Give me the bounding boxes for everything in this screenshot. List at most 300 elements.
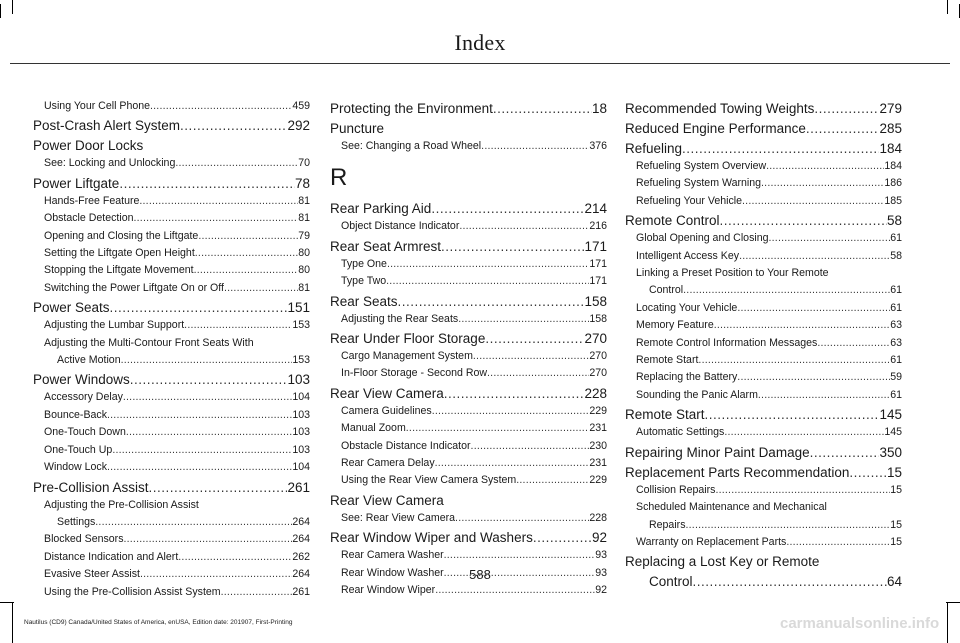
page-reference: 104	[292, 391, 310, 404]
crop-mark	[12, 603, 13, 643]
dot-leader	[737, 300, 890, 317]
dot-leader	[194, 262, 299, 279]
entry-label: Settings	[57, 515, 96, 528]
entry-label: Obstacle Detection	[44, 212, 134, 225]
entry-label: Power Liftgate	[33, 175, 120, 191]
page-reference: 103	[292, 443, 310, 456]
page-reference: 61	[890, 284, 902, 297]
dot-leader	[444, 384, 585, 403]
entry-label: Automatic Settings	[636, 426, 725, 439]
index-subentry[interactable]	[330, 510, 607, 527]
index-subentry[interactable]	[330, 365, 607, 382]
page-reference: 15	[890, 483, 902, 496]
dot-leader	[139, 193, 298, 210]
index-column-3	[625, 98, 902, 591]
dot-leader	[459, 218, 589, 235]
index-subentry[interactable]	[330, 256, 607, 273]
crop-mark	[12, 0, 13, 14]
page-reference: 61	[890, 354, 902, 367]
index-subentry[interactable]	[33, 407, 310, 424]
index-subentry[interactable]	[33, 210, 310, 227]
entry-label: Repairs	[649, 518, 686, 531]
entry-label: Power Seats	[33, 300, 110, 316]
dot-leader	[221, 584, 293, 601]
dot-leader	[769, 230, 891, 247]
entry-label: Rear Parking Aid	[330, 201, 432, 217]
entry-label: Power Windows	[33, 372, 130, 388]
index-entry[interactable]	[33, 298, 310, 317]
dot-leader	[180, 116, 287, 135]
index-entry[interactable]	[625, 443, 902, 462]
dot-leader	[533, 528, 592, 547]
index-heading: Rear View Camera	[330, 492, 444, 508]
page-reference: 171	[584, 238, 607, 254]
index-subentry[interactable]	[330, 311, 607, 328]
entry-label: See: Locking and Unlocking	[44, 157, 176, 170]
page-reference: 186	[884, 177, 902, 190]
dot-leader	[149, 478, 288, 497]
page-reference: 158	[589, 312, 607, 325]
page-reference: 216	[589, 220, 607, 233]
page-reference: 61	[890, 301, 902, 314]
index-subentry[interactable]	[33, 280, 310, 297]
entry-label: Intelligent Access Key	[636, 249, 740, 262]
dot-leader	[761, 175, 884, 192]
page-reference: 15	[890, 535, 902, 548]
index-subentry[interactable]	[33, 514, 310, 531]
dot-leader	[432, 403, 590, 420]
page-reference: 79	[298, 229, 310, 242]
index-subentry[interactable]	[33, 531, 310, 548]
index-column-2	[330, 98, 607, 600]
page-reference: 270	[589, 350, 607, 363]
dot-leader	[435, 455, 590, 472]
index-entry[interactable]	[330, 199, 607, 218]
dot-leader	[130, 370, 288, 389]
entry-label: Protecting the Environment	[330, 101, 493, 116]
page-reference: 231	[589, 457, 607, 470]
index-subentry[interactable]	[625, 387, 902, 404]
entry-label: Using Your Cell Phone	[44, 100, 151, 112]
index-subentry[interactable]	[33, 549, 310, 566]
dot-leader	[134, 210, 299, 227]
index-subentry[interactable]	[625, 369, 902, 386]
page-reference: 231	[589, 422, 607, 435]
page-reference: 229	[589, 404, 607, 417]
entry-label: Warranty on Replacement Parts	[636, 535, 787, 548]
index-subentry[interactable]	[33, 389, 310, 406]
dot-leader	[516, 472, 589, 489]
dot-leader	[224, 280, 298, 297]
entry-label: Rear Seat Armrest	[330, 238, 442, 254]
entry-label: Refueling System Overview	[636, 160, 767, 172]
dot-leader	[184, 317, 292, 334]
entry-label: Control	[649, 574, 693, 590]
entry-label: Adjusting the Lumbar Support	[44, 319, 185, 332]
page-reference: 80	[298, 247, 310, 260]
entry-label: Remote Start	[636, 354, 699, 367]
index-subentry[interactable]	[33, 155, 310, 172]
entry-label: Remote Start	[625, 407, 705, 423]
index-subentry[interactable]	[330, 420, 607, 437]
index-subentry[interactable]	[625, 193, 902, 210]
entry-label: Using the Pre-Collision Assist System	[44, 585, 221, 598]
dot-leader	[121, 352, 293, 369]
index-subentry[interactable]	[33, 442, 310, 459]
page-reference: 61	[890, 388, 902, 401]
section-letter: R	[330, 164, 348, 192]
dot-leader	[705, 405, 880, 424]
dot-leader	[698, 352, 890, 369]
page-reference: 285	[879, 121, 902, 136]
page-reference: 59	[890, 371, 902, 384]
dot-leader	[107, 407, 292, 424]
page-reference: 93	[595, 566, 607, 579]
crop-mark	[0, 4, 1, 18]
page-reference: 185	[884, 194, 902, 207]
page-reference: 15	[886, 464, 902, 480]
dot-leader	[817, 335, 890, 352]
dot-leader	[431, 199, 584, 218]
dot-leader	[686, 517, 891, 534]
dot-leader	[406, 420, 590, 437]
entry-label: Post-Crash Alert System	[33, 118, 181, 134]
index-subentry[interactable]	[33, 262, 310, 279]
entry-label: Camera Guidelines	[341, 404, 432, 417]
entry-label: Rear Window Wiper	[341, 584, 436, 597]
index-heading: Puncture	[330, 121, 385, 136]
index-heading: Replacing a Lost Key or Remote	[625, 554, 820, 570]
page-reference: 103	[287, 372, 310, 388]
index-subentry[interactable]	[330, 273, 607, 290]
index-subentry[interactable]	[330, 472, 607, 489]
entry-label: Rear Camera Washer	[341, 549, 444, 562]
dot-leader	[441, 237, 584, 256]
page-reference: 350	[879, 444, 902, 460]
index-subentry[interactable]	[625, 300, 902, 317]
page-reference: 103	[292, 408, 310, 421]
index-subentry[interactable]	[625, 248, 902, 265]
entry-label: Obstacle Distance Indicator	[341, 439, 471, 452]
page-reference: 70	[298, 157, 310, 170]
dot-leader	[758, 387, 890, 404]
entry-label: Locating Your Vehicle	[636, 301, 738, 314]
index-subentry[interactable]	[625, 230, 902, 247]
index-subentry[interactable]	[625, 175, 902, 192]
crop-mark	[947, 603, 948, 643]
page-reference: 104	[292, 461, 310, 474]
dot-leader	[715, 482, 890, 499]
index-subentry[interactable]	[33, 228, 310, 245]
page-reference: 93	[595, 549, 607, 562]
entry-label: Active Motion	[57, 354, 121, 367]
page-reference: 228	[584, 385, 607, 401]
page-reference: 153	[292, 354, 310, 367]
dot-leader	[714, 317, 890, 334]
index-subentry[interactable]	[330, 218, 607, 235]
index-subentry[interactable]	[330, 547, 607, 564]
index-entry[interactable]	[33, 116, 310, 135]
dot-leader	[682, 139, 879, 158]
page-reference: 261	[287, 479, 310, 495]
dot-leader	[739, 248, 890, 265]
entry-label: Sounding the Panic Alarm	[636, 388, 758, 401]
page-reference: 376	[589, 140, 607, 152]
page-reference: 184	[879, 141, 902, 156]
index-subentry[interactable]	[330, 138, 607, 155]
page-reference: 78	[294, 175, 310, 191]
dot-leader	[742, 193, 884, 210]
dot-leader	[107, 459, 292, 476]
dot-leader	[720, 211, 887, 230]
entry-label: Using the Rear View Camera System	[341, 474, 517, 487]
entry-label: Refueling Your Vehicle	[636, 194, 743, 207]
index-subentry[interactable]	[33, 352, 310, 369]
dot-leader	[387, 256, 589, 273]
entry-label: Window Lock	[44, 461, 107, 474]
page-reference: 153	[292, 319, 310, 332]
entry-label: Pre-Collision Assist	[33, 479, 149, 495]
entry-label: In-Floor Storage - Second Row	[341, 367, 488, 380]
entry-label: Setting the Liftgate Open Height	[44, 247, 195, 260]
index-subentry[interactable]	[330, 348, 607, 365]
page-reference: 264	[292, 515, 310, 528]
dot-leader	[123, 389, 292, 406]
page-reference: 292	[287, 118, 310, 134]
dot-leader	[175, 155, 298, 172]
page-reference: 81	[298, 281, 310, 294]
page-reference: 262	[292, 550, 310, 563]
entry-label: One-Touch Up	[44, 443, 113, 456]
dot-leader	[124, 531, 293, 548]
page-reference: 158	[584, 293, 607, 309]
index-subentry[interactable]	[625, 317, 902, 334]
dot-leader	[737, 369, 890, 386]
dot-leader	[487, 365, 589, 382]
entry-label: Repairing Minor Paint Damage	[625, 444, 810, 460]
dot-leader	[398, 292, 585, 311]
crop-mark	[0, 602, 14, 603]
page-reference: 145	[879, 407, 902, 423]
index-entry[interactable]	[330, 292, 607, 311]
entry-label: Rear Window Washer	[341, 566, 444, 579]
index-subentry[interactable]	[625, 335, 902, 352]
index-entry[interactable]	[625, 99, 902, 118]
index-subentry[interactable]	[330, 582, 607, 599]
page-reference: 229	[589, 474, 607, 487]
page-reference: 81	[298, 212, 310, 225]
index-entry[interactable]	[33, 478, 310, 497]
dot-leader	[786, 534, 890, 551]
entry-label: Accessory Delay	[44, 391, 123, 404]
entry-label: Replacement Parts Recommendation	[625, 464, 850, 480]
dot-leader	[435, 582, 595, 599]
index-entry[interactable]	[330, 99, 607, 118]
index-subentry[interactable]	[330, 455, 607, 472]
dot-leader	[766, 158, 884, 175]
dot-leader	[493, 99, 592, 118]
dot-leader	[481, 138, 589, 155]
entry-label: Type One	[341, 257, 387, 270]
dot-leader	[386, 273, 589, 290]
entry-label: Rear Under Floor Storage	[330, 331, 486, 347]
page-reference: 151	[287, 300, 310, 316]
entry-label: Stopping the Liftgate Movement	[44, 264, 194, 277]
page-reference: 264	[292, 568, 310, 581]
dot-leader	[849, 463, 887, 482]
entry-label: Distance Indication and Alert	[44, 550, 179, 563]
page-reference: 103	[292, 426, 310, 439]
index-subentry[interactable]	[33, 245, 310, 262]
index-entry[interactable]	[33, 370, 310, 389]
dot-leader	[198, 228, 298, 245]
index-entry[interactable]	[330, 528, 607, 547]
index-subentry[interactable]	[330, 438, 607, 455]
entry-label: Control	[649, 284, 684, 297]
index-subentry[interactable]	[625, 424, 902, 441]
index-subentry[interactable]	[33, 584, 310, 601]
page-reference: 58	[890, 249, 902, 262]
index-entry[interactable]	[330, 384, 607, 403]
dot-leader	[119, 174, 295, 193]
page-reference: 230	[589, 439, 607, 452]
index-subentry[interactable]	[33, 459, 310, 476]
page-reference: 279	[879, 101, 902, 116]
dot-leader	[814, 99, 879, 118]
page-reference: 145	[884, 426, 902, 439]
page-reference: 15	[890, 518, 902, 531]
page-reference: 81	[298, 194, 310, 207]
dot-leader	[112, 442, 292, 459]
dot-leader	[485, 329, 584, 348]
header-divider	[10, 63, 950, 64]
index-subentry[interactable]	[625, 534, 902, 551]
index-entry[interactable]	[625, 211, 902, 230]
page-reference: 92	[595, 584, 607, 597]
index-subentry[interactable]	[625, 517, 902, 534]
index-subentry[interactable]	[625, 158, 902, 175]
entry-label: Remote Control Information Messages	[636, 336, 818, 349]
index-subentry-continued: Scheduled Maintenance and Mechanical	[636, 501, 827, 514]
index-entry[interactable]	[33, 174, 310, 193]
entry-label: Remote Control	[625, 213, 720, 229]
entry-label: Reduced Engine Performance	[625, 121, 806, 136]
entry-label: Bounce-Back	[44, 408, 108, 421]
page-title: Index	[454, 30, 506, 55]
dot-leader	[195, 245, 298, 262]
entry-label: One-Touch Down	[44, 426, 126, 439]
entry-label: Memory Feature	[636, 319, 714, 332]
index-subentry-continued: Adjusting the Pre-Collision Assist	[44, 498, 199, 511]
index-subentry[interactable]	[625, 352, 902, 369]
page-reference: 184	[884, 160, 902, 172]
page-reference: 63	[890, 319, 902, 332]
entry-label: Object Distance Indicator	[341, 220, 460, 233]
index-subentry[interactable]	[33, 98, 310, 115]
entry-label: Opening and Closing the Liftgate	[44, 229, 199, 242]
index-subentry[interactable]	[625, 482, 902, 499]
index-entry[interactable]	[625, 119, 902, 138]
dot-leader	[458, 311, 589, 328]
page-reference: 61	[890, 232, 902, 245]
dot-leader	[810, 443, 880, 462]
entry-label: Adjusting the Rear Seats	[341, 312, 459, 325]
index-subentry[interactable]	[33, 317, 310, 334]
index-entry[interactable]	[625, 405, 902, 424]
entry-label: Hands-Free Feature	[44, 194, 140, 207]
entry-label: See: Changing a Road Wheel	[341, 140, 482, 152]
page-reference: 63	[890, 336, 902, 349]
dot-leader	[471, 438, 590, 455]
dot-leader	[455, 510, 589, 527]
index-entry[interactable]	[330, 237, 607, 256]
entry-label: Refueling	[625, 141, 683, 156]
index-column-1	[33, 98, 310, 601]
page-reference: 171	[589, 275, 607, 288]
page-reference: 228	[589, 511, 607, 524]
entry-label: Refueling System Warning	[636, 177, 762, 190]
entry-label: Rear View Camera	[330, 385, 444, 401]
dot-leader	[110, 298, 288, 317]
dot-leader	[473, 348, 589, 365]
watermark-text: carmanualsonline.info	[780, 615, 940, 632]
entry-label: Recommended Towing Weights	[625, 101, 815, 116]
page-reference: 261	[292, 585, 310, 598]
dot-leader	[150, 98, 292, 115]
page-reference: 58	[886, 213, 902, 229]
entry-label: Global Opening and Closing	[636, 232, 769, 245]
dot-leader	[95, 514, 292, 531]
crop-mark	[946, 602, 960, 603]
index-subentry[interactable]	[625, 282, 902, 299]
page-reference: 64	[886, 574, 902, 590]
index-subentry[interactable]	[330, 403, 607, 420]
page-number: 588	[469, 567, 491, 582]
dot-leader	[724, 424, 884, 441]
index-subentry[interactable]	[33, 193, 310, 210]
index-subentry-continued: Adjusting the Multi-Contour Front Seats With	[44, 336, 254, 349]
index-entry[interactable]	[330, 329, 607, 348]
page-reference: 264	[292, 533, 310, 546]
entry-label: See: Rear View Camera	[341, 511, 456, 524]
index-entry[interactable]	[625, 139, 902, 158]
entry-label: Replacing the Battery	[636, 371, 738, 384]
dot-leader	[806, 119, 880, 138]
page-reference: 92	[591, 530, 607, 546]
entry-label: Type Two	[341, 275, 387, 288]
entry-label: Evasive Steer Assist	[44, 568, 140, 581]
entry-label: Rear Window Wiper and Washers	[330, 530, 533, 546]
index-subentry-continued: Linking a Preset Position to Your Remote	[636, 267, 829, 280]
index-subentry[interactable]	[33, 424, 310, 441]
index-heading: Power Door Locks	[33, 138, 144, 154]
crop-mark	[947, 0, 948, 14]
dot-leader	[683, 282, 890, 299]
page-reference: 214	[584, 201, 607, 217]
entry-label: Cargo Management System	[341, 350, 473, 363]
page-reference: 80	[298, 264, 310, 277]
page-reference: 171	[589, 257, 607, 270]
entry-label: Rear Seats	[330, 293, 398, 309]
entry-label: Collision Repairs	[636, 483, 716, 496]
page-reference: 459	[292, 100, 310, 112]
page-reference: 270	[584, 331, 607, 347]
entry-label: Manual Zoom	[341, 422, 406, 435]
entry-label: Blocked Sensors	[44, 533, 124, 546]
entry-label: Switching the Power Liftgate On or Off	[44, 281, 224, 294]
index-entry[interactable]	[625, 463, 902, 482]
entry-label: Rear Camera Delay	[341, 457, 435, 470]
